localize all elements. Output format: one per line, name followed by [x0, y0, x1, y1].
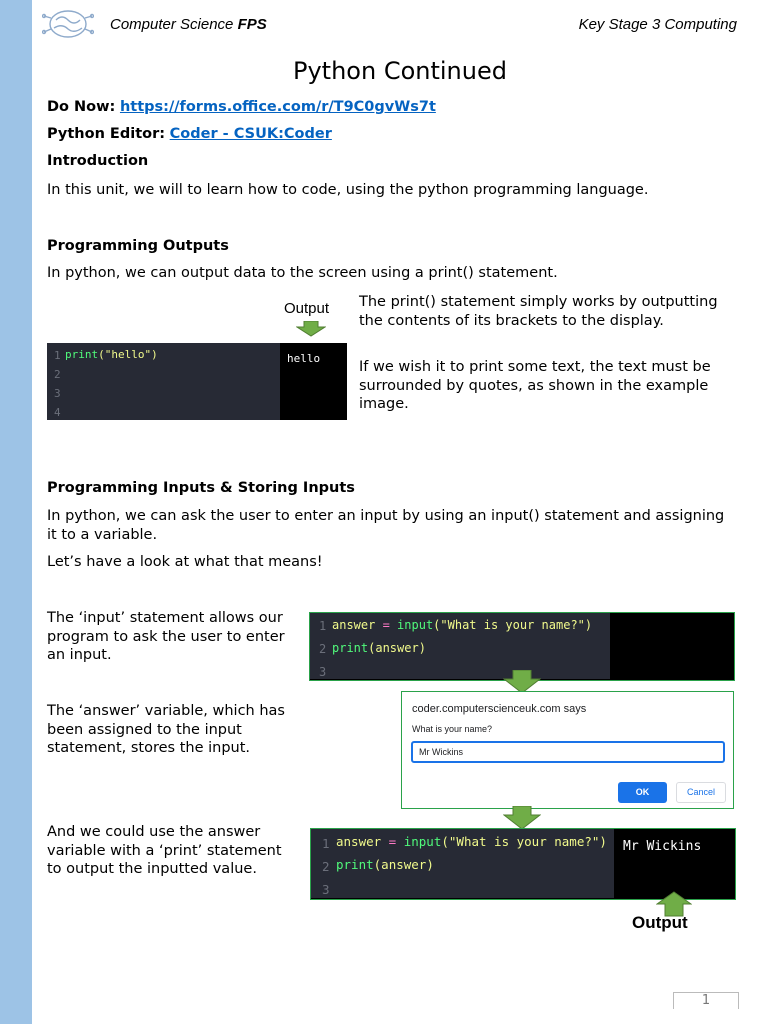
cancel-button[interactable]: Cancel	[676, 782, 726, 803]
quotes-explanation: If we wish it to print some text, the text must be surrounded by quotes, as shown in the example image.	[359, 359, 711, 412]
page-title: Python Continued	[293, 57, 507, 85]
code-editor-input: 1 answer = input("What is your name?") 2 print(answer) 3	[309, 612, 735, 681]
dialog-prompt: What is your name?	[412, 724, 493, 734]
intro-text: In this unit, we will to learn how to code, using the python programming language.	[47, 182, 649, 198]
code-editor-print: 1 print("hello") 2 3 4	[47, 343, 280, 420]
print-explanation: The print() statement simply works by outputting the contents of its brackets to the display.	[359, 294, 718, 329]
brain-logo-icon	[42, 6, 94, 42]
output-text-name: Mr Wickins	[623, 839, 702, 854]
inputs-heading: Programming Inputs & Storing Inputs	[47, 480, 355, 496]
header-stage: Key Stage 3 Computing	[578, 16, 737, 33]
prompt-dialog	[401, 691, 734, 809]
ok-button[interactable]: OK	[618, 782, 667, 803]
outputs-heading: Programming Outputs	[47, 238, 229, 254]
editor-link[interactable]: Coder - CSUK:Coder	[169, 126, 332, 142]
do-now-row: Do Now: https://forms.office.com/r/T9C0gvWs7t	[47, 99, 436, 115]
editor-row: Python Editor: Coder - CSUK:Coder	[47, 126, 332, 142]
page-number: 1	[673, 992, 739, 1009]
code-line-2: print(answer)	[336, 857, 434, 872]
dialog-site: coder.computerscienceuk.com says	[412, 703, 587, 715]
code-line-1: answer = input("What is your name?")	[336, 834, 607, 849]
output-text-hello: hello	[287, 352, 321, 365]
header-course: Computer Science FPS	[110, 16, 267, 33]
output-arrow-label-2: Output	[632, 913, 688, 932]
outputs-text: In python, we can output data to the screen using a print() statement.	[47, 265, 558, 281]
do-now-link[interactable]: https://forms.office.com/r/T9C0gvWs7t	[119, 99, 436, 115]
inputs-text: In python, we can ask the user to enter an input by using an input() statement and assigning it to a variable.	[47, 508, 725, 543]
code-editor-output: 1 answer = input("What is your name?") 2 print(answer) 3 Mr Wickins	[310, 828, 736, 900]
code-line-1: answer = input("What is your name?")	[332, 618, 593, 632]
print-answer-desc: And we could use the answer variable with a ‘print’ statement to output the inputted value.	[47, 824, 282, 877]
down-arrow-icon	[503, 806, 541, 830]
intro-heading: Introduction	[47, 153, 149, 169]
output-arrow-label: Output	[284, 300, 330, 317]
dialog-input-field[interactable]: Mr Wickins	[411, 741, 725, 763]
variable-desc: The ‘answer’ variable, which has been assigned to the input statement, stores the input.	[47, 703, 285, 756]
lets-look-text: Let’s have a look at what that means!	[47, 554, 323, 570]
input-desc: The ‘input’ statement allows our program to ask the user to enter an input.	[47, 610, 285, 663]
code-line-2: print(answer)	[332, 641, 426, 655]
down-arrow-icon	[296, 321, 326, 337]
left-margin-bar	[0, 0, 32, 1024]
code-line-1: print("hello")	[65, 348, 158, 361]
output-panel-1	[280, 343, 347, 420]
